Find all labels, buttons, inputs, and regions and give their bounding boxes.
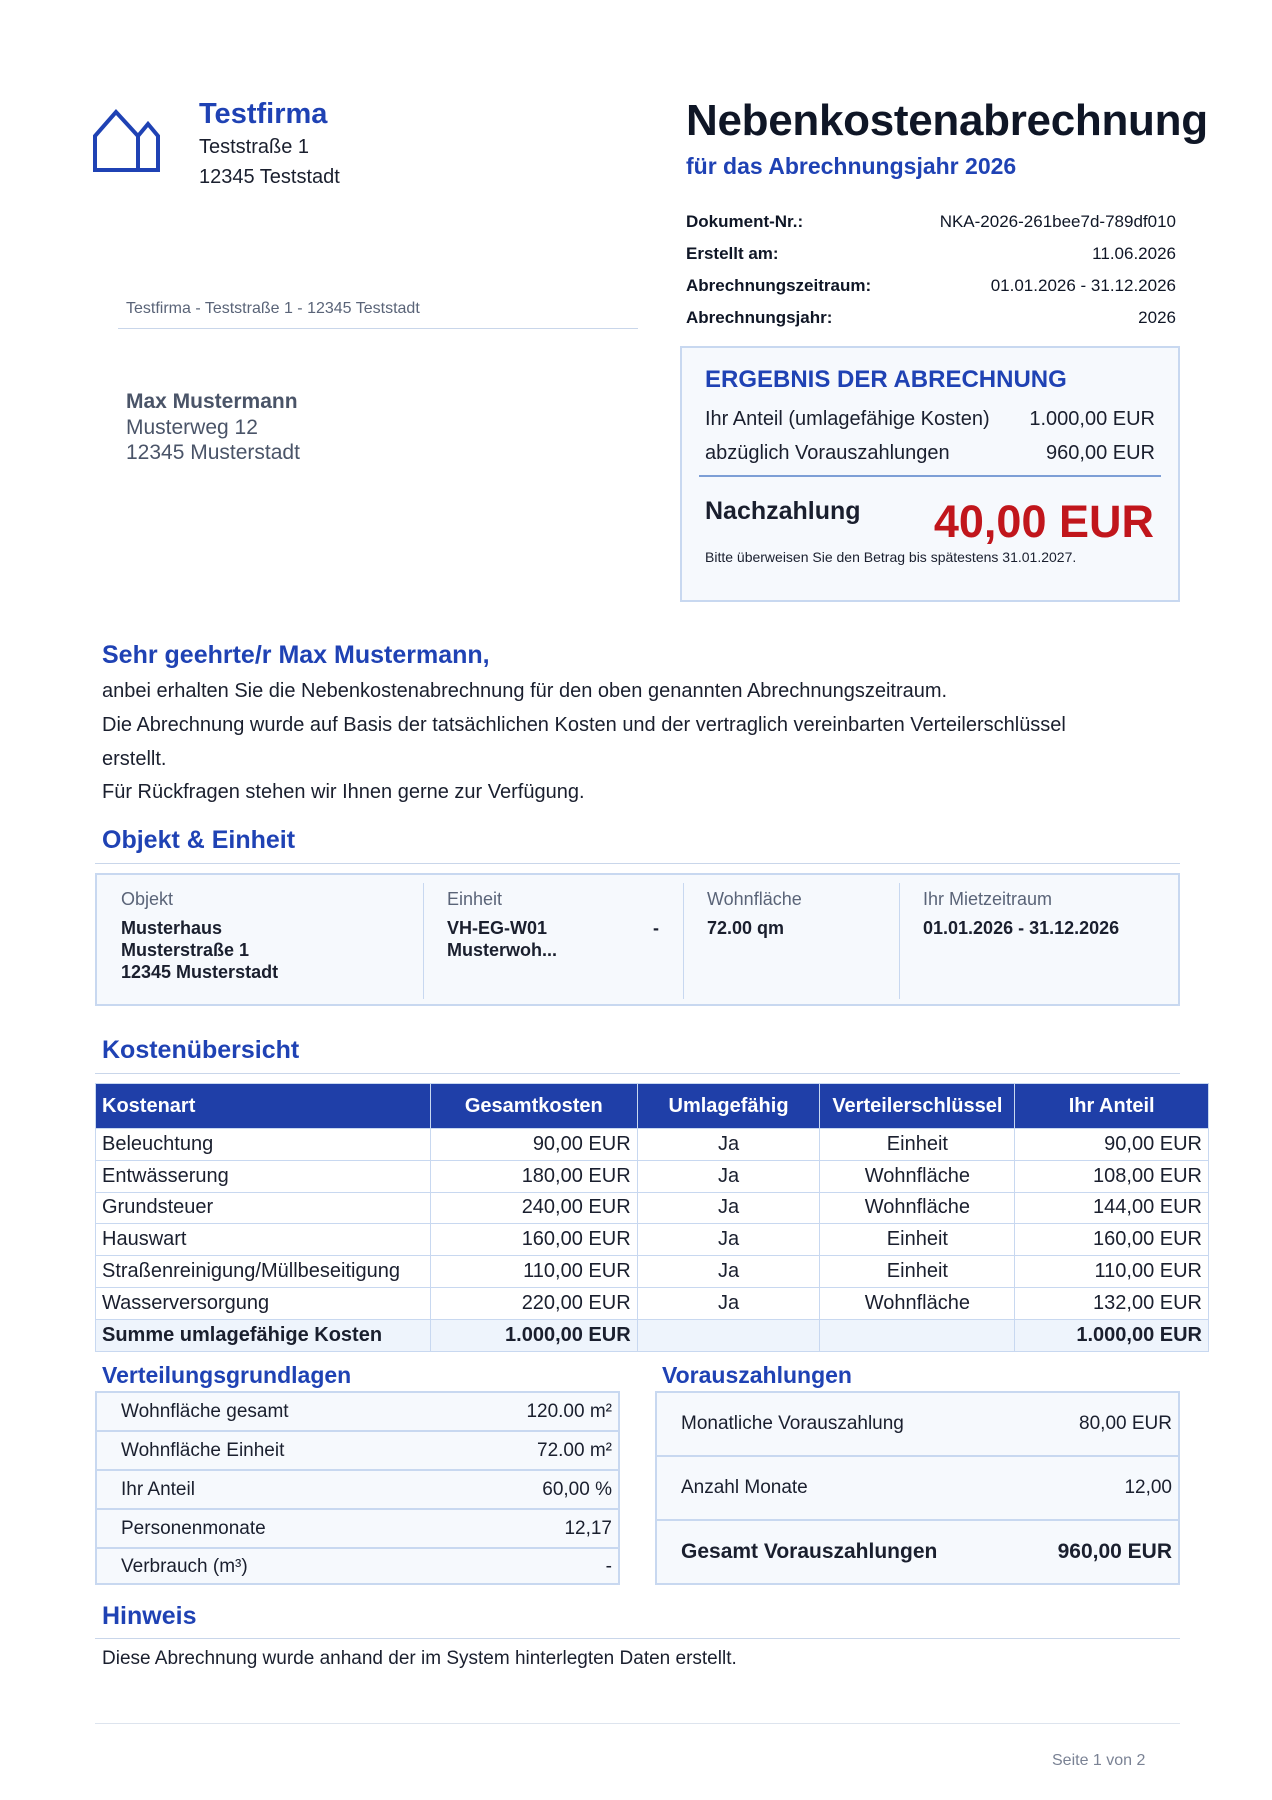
payment-note: Bitte überweisen Sie den Betrag bis spätestens 31.01.2027.: [705, 549, 1077, 565]
allocation-key: Einheit: [820, 1256, 1015, 1288]
list-item: [657, 1457, 1178, 1521]
section-heading-hint: Hinweis: [102, 1602, 197, 1630]
balance-label: Nachzahlung: [705, 497, 861, 525]
recipient-city: 12345 Musterstadt: [126, 441, 300, 464]
prepayments-table: [655, 1391, 1180, 1585]
cost-type: Entwässerung: [96, 1160, 431, 1192]
table-row: [96, 1160, 1209, 1192]
unit-name: Musterwoh...: [447, 940, 558, 960]
table-row: [96, 1129, 1209, 1161]
meta-label: Abrechnungsjahr:: [686, 308, 833, 327]
object-line: 12345 Musterstadt: [121, 962, 279, 982]
total-cost: 160,00 EUR: [430, 1224, 637, 1256]
section-divider: [95, 1073, 1180, 1074]
list-item: [97, 1471, 618, 1510]
distribution-label: Wohnfläche Einheit: [121, 1439, 285, 1461]
table-row: [96, 1287, 1209, 1319]
letter-line: Für Rückfragen stehen wir Ihnen gerne zur Verfügung.: [102, 781, 585, 803]
allocatable: Ja: [637, 1192, 820, 1224]
result-share-value: 1.000,00 EUR: [1029, 408, 1155, 430]
column-header: Kostenart: [96, 1084, 431, 1129]
distribution-label: Verbrauch (m³): [121, 1556, 248, 1577]
letter-line: erstellt.: [102, 748, 167, 770]
section-heading-distribution: Verteilungsgrundlagen: [102, 1362, 352, 1388]
unit-dash: -: [653, 918, 659, 938]
area-value: 72.00 qm: [707, 918, 785, 938]
total-cost: 220,00 EUR: [430, 1287, 637, 1319]
table-row: [96, 1192, 1209, 1224]
letter-line: anbei erhalten Sie die Nebenkostenabrechnung für den oben genannten Abrechnungszeitraum.: [102, 680, 948, 702]
list-item: [97, 1393, 618, 1432]
hint-text: Diese Abrechnung wurde anhand der im System hinterlegten Daten erstellt.: [102, 1648, 737, 1669]
document-meta: [686, 212, 1176, 340]
distribution-value: 120.00 m²: [526, 1400, 612, 1422]
area-label: Wohnfläche: [707, 889, 802, 909]
meta-value: 2026: [1138, 308, 1176, 327]
result-prepay-label: abzüglich Vorauszahlungen: [705, 442, 950, 464]
rental-period-column: [899, 875, 1182, 1004]
prepayment-total-value: 960,00 EUR: [1057, 1540, 1172, 1563]
house-logo-icon: [92, 106, 160, 172]
cost-table: [95, 1083, 1209, 1352]
result-prepay-row: [705, 442, 1155, 465]
company-name: Testfirma: [199, 98, 328, 130]
allocation-key: Wohnfläche: [820, 1192, 1015, 1224]
sum-label: Summe umlagefähige Kosten: [96, 1319, 431, 1351]
allocation-key: Wohnfläche: [820, 1160, 1015, 1192]
sender-divider: [118, 328, 638, 329]
meta-row-year: [686, 308, 1176, 340]
your-share: 90,00 EUR: [1015, 1129, 1209, 1161]
meta-row-created: [686, 244, 1176, 276]
allocatable: Ja: [637, 1256, 820, 1288]
total-cost: 240,00 EUR: [430, 1192, 637, 1224]
sum-empty: [820, 1319, 1015, 1351]
column-header: Umlagefähig: [637, 1084, 820, 1129]
meta-label: Erstellt am:: [686, 244, 779, 263]
allocation-key: Einheit: [820, 1129, 1015, 1161]
allocatable: Ja: [637, 1224, 820, 1256]
meta-value: 11.06.2026: [1092, 244, 1176, 263]
meta-label: Abrechnungszeitraum:: [686, 276, 872, 295]
meta-value: 01.01.2026 - 31.12.2026: [990, 276, 1176, 295]
distribution-value: 60,00 %: [542, 1478, 612, 1500]
distribution-value: 12,17: [564, 1517, 612, 1539]
list-item: [657, 1393, 1178, 1457]
meta-value: NKA-2026-261bee7d-789df010: [939, 212, 1176, 231]
document-title: Nebenkostenabrechnung: [686, 96, 1208, 145]
cost-type: Wasserversorgung: [96, 1287, 431, 1319]
meta-row-period: [686, 276, 1176, 308]
greeting: Sehr geehrte/r Max Mustermann,: [102, 641, 490, 669]
table-row: [96, 1256, 1209, 1288]
list-item: [97, 1510, 618, 1549]
cost-type: Grundsteuer: [96, 1192, 431, 1224]
your-share: 108,00 EUR: [1015, 1160, 1209, 1192]
section-heading-costs: Kostenübersicht: [102, 1036, 300, 1064]
result-share-label: Ihr Anteil (umlagefähige Kosten): [705, 408, 990, 430]
section-heading-prepayments: Vorauszahlungen: [662, 1362, 852, 1388]
your-share: 160,00 EUR: [1015, 1224, 1209, 1256]
balance-amount: 40,00 EUR: [933, 496, 1154, 547]
cost-type: Beleuchtung: [96, 1129, 431, 1161]
rental-period-value: 01.01.2026 - 31.12.2026: [923, 918, 1120, 938]
prepayment-label: Anzahl Monate: [681, 1477, 808, 1498]
sender-address-line: Testfirma - Teststraße 1 - 12345 Teststadt: [126, 300, 420, 317]
list-item: [97, 1549, 618, 1585]
your-share: 144,00 EUR: [1015, 1192, 1209, 1224]
object-value: [121, 917, 278, 983]
allocation-key: Einheit: [820, 1224, 1015, 1256]
cost-type: Straßenreinigung/Müllbeseitigung: [96, 1256, 431, 1288]
letter-line: Die Abrechnung wurde auf Basis der tatsächlichen Kosten und der vertraglich vereinbarten Verteilerschlüssel: [102, 714, 1066, 736]
footer-divider: [95, 1723, 1180, 1724]
object-column: [97, 875, 423, 1004]
distribution-value: -: [605, 1556, 612, 1577]
allocatable: Ja: [637, 1129, 820, 1161]
result-box: [680, 346, 1180, 602]
meta-row-document-number: [686, 212, 1176, 244]
distribution-value: 72.00 m²: [537, 1439, 612, 1461]
object-label: Objekt: [121, 889, 174, 909]
total-cost: 110,00 EUR: [430, 1256, 637, 1288]
distribution-label: Personenmonate: [121, 1517, 266, 1539]
unit-value: [447, 917, 659, 961]
total-cost: 90,00 EUR: [430, 1129, 637, 1161]
distribution-table: [95, 1391, 620, 1585]
result-share-row: [705, 408, 1155, 431]
recipient-name: Max Mustermann: [126, 390, 298, 413]
allocatable: Ja: [637, 1160, 820, 1192]
your-share: 132,00 EUR: [1015, 1287, 1209, 1319]
area-column: [683, 875, 899, 1004]
distribution-label: Ihr Anteil: [121, 1478, 195, 1500]
meta-label: Dokument-Nr.:: [686, 212, 804, 231]
page-number: Seite 1 von 2: [1052, 1752, 1146, 1769]
column-header: Verteilerschlüssel: [820, 1084, 1015, 1129]
list-item: [657, 1521, 1178, 1583]
section-divider: [95, 1638, 1180, 1639]
object-line: Musterstraße 1: [121, 940, 250, 960]
object-line: Musterhaus: [121, 918, 223, 938]
document-subtitle: für das Abrechnungsjahr 2026: [686, 153, 1017, 179]
prepayment-total-label: Gesamt Vorauszahlungen: [681, 1540, 938, 1563]
rental-period-label: Ihr Mietzeitraum: [923, 889, 1053, 909]
company-street: Teststraße 1: [199, 136, 310, 158]
unit-column: [423, 875, 683, 1004]
unit-code: VH-EG-W01: [447, 918, 548, 938]
list-item: [97, 1432, 618, 1471]
prepayment-value: 12,00: [1124, 1477, 1172, 1498]
your-share: 110,00 EUR: [1015, 1256, 1209, 1288]
cost-table-header: [96, 1084, 1209, 1129]
result-divider: [699, 475, 1161, 477]
section-heading-object: Objekt & Einheit: [102, 826, 296, 854]
allocation-key: Wohnfläche: [820, 1287, 1015, 1319]
sum-empty: [637, 1319, 820, 1351]
sum-total-cost: 1.000,00 EUR: [430, 1319, 637, 1351]
object-box: [95, 873, 1180, 1006]
column-header: Gesamtkosten: [430, 1084, 637, 1129]
unit-label: Einheit: [447, 889, 503, 909]
distribution-label: Wohnfläche gesamt: [121, 1400, 289, 1422]
prepayment-value: 80,00 EUR: [1079, 1413, 1172, 1434]
table-sum-row: [96, 1319, 1209, 1351]
prepayment-label: Monatliche Vorauszahlung: [681, 1413, 904, 1434]
cost-type: Hauswart: [96, 1224, 431, 1256]
sum-your-share: 1.000,00 EUR: [1015, 1319, 1209, 1351]
table-row: [96, 1224, 1209, 1256]
total-cost: 180,00 EUR: [430, 1160, 637, 1192]
company-city: 12345 Teststadt: [199, 166, 340, 188]
allocatable: Ja: [637, 1287, 820, 1319]
column-header: Ihr Anteil: [1015, 1084, 1209, 1129]
result-title: ERGEBNIS DER ABRECHNUNG: [705, 366, 1067, 393]
recipient-street: Musterweg 12: [126, 416, 258, 439]
section-divider: [95, 863, 1180, 864]
result-prepay-value: 960,00 EUR: [1046, 442, 1155, 464]
